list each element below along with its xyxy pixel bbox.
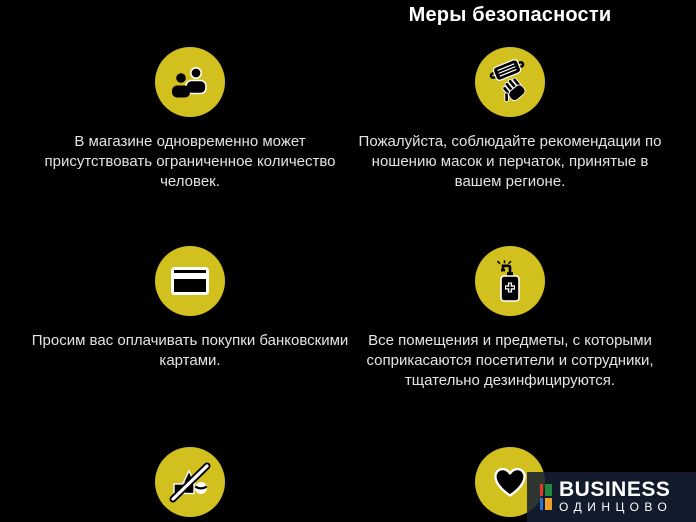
safety-item-capacity <box>30 47 350 192</box>
no-testers-icon <box>155 447 225 517</box>
logo-brand-name: BUSINESS <box>559 478 671 501</box>
blue-bar <box>540 498 543 510</box>
no-testers-icon-glyph <box>167 461 213 503</box>
safety-item-text <box>359 132 662 192</box>
safety-item-masks <box>350 47 670 192</box>
page-title: Меры безопасности <box>408 4 612 26</box>
safety-item-text <box>44 132 335 192</box>
logo-city-name: ОДИНЦОВО <box>559 500 673 514</box>
red-bar <box>540 484 543 496</box>
mask-gloves-icon-glyph <box>487 59 533 105</box>
text-line: Пожалуйста, соблюдайте рекомендации по <box>358 133 662 150</box>
text-line: Просим вас оплачивать покупки банковскими <box>31 332 349 349</box>
text-line: присутствовать ограниченное количество <box>44 153 336 170</box>
credit-card-icon-glyph <box>170 266 210 296</box>
heart-icon-glyph <box>490 464 530 500</box>
safety-item-no-testers <box>30 447 350 517</box>
people-icon-glyph <box>170 64 210 100</box>
logo-bars-bottom <box>540 498 552 510</box>
logo-bars-icon <box>540 484 552 510</box>
safety-item-text <box>366 331 653 391</box>
sanitizer-icon <box>475 246 545 316</box>
text-line: вашем регионе. <box>454 173 566 190</box>
credit-card-icon <box>155 246 225 316</box>
safety-item-disinfection <box>350 246 670 391</box>
safety-item-text <box>32 331 349 371</box>
green-bar <box>545 484 552 496</box>
text-line: В магазине одновременно может <box>74 133 306 150</box>
orange-bar <box>545 498 552 510</box>
text-line: Все помещения и предметы, с которыми <box>368 332 652 349</box>
text-line: соприкасаются посетители и сотрудники, <box>366 352 654 369</box>
text-line: тщательно дезинфицируются. <box>404 372 616 389</box>
safety-item-cards <box>30 246 350 371</box>
logo-text <box>559 478 673 514</box>
logo-bars-top <box>540 484 552 496</box>
text-line: картами. <box>159 352 221 369</box>
mask-gloves-icon <box>475 47 545 117</box>
business-odintsovo-watermark <box>527 472 696 522</box>
people-icon <box>155 47 225 117</box>
text-line: человек. <box>160 173 220 190</box>
sanitizer-icon-glyph <box>494 259 526 303</box>
text-line: ношению масок и перчаток, принятые в <box>371 153 649 170</box>
